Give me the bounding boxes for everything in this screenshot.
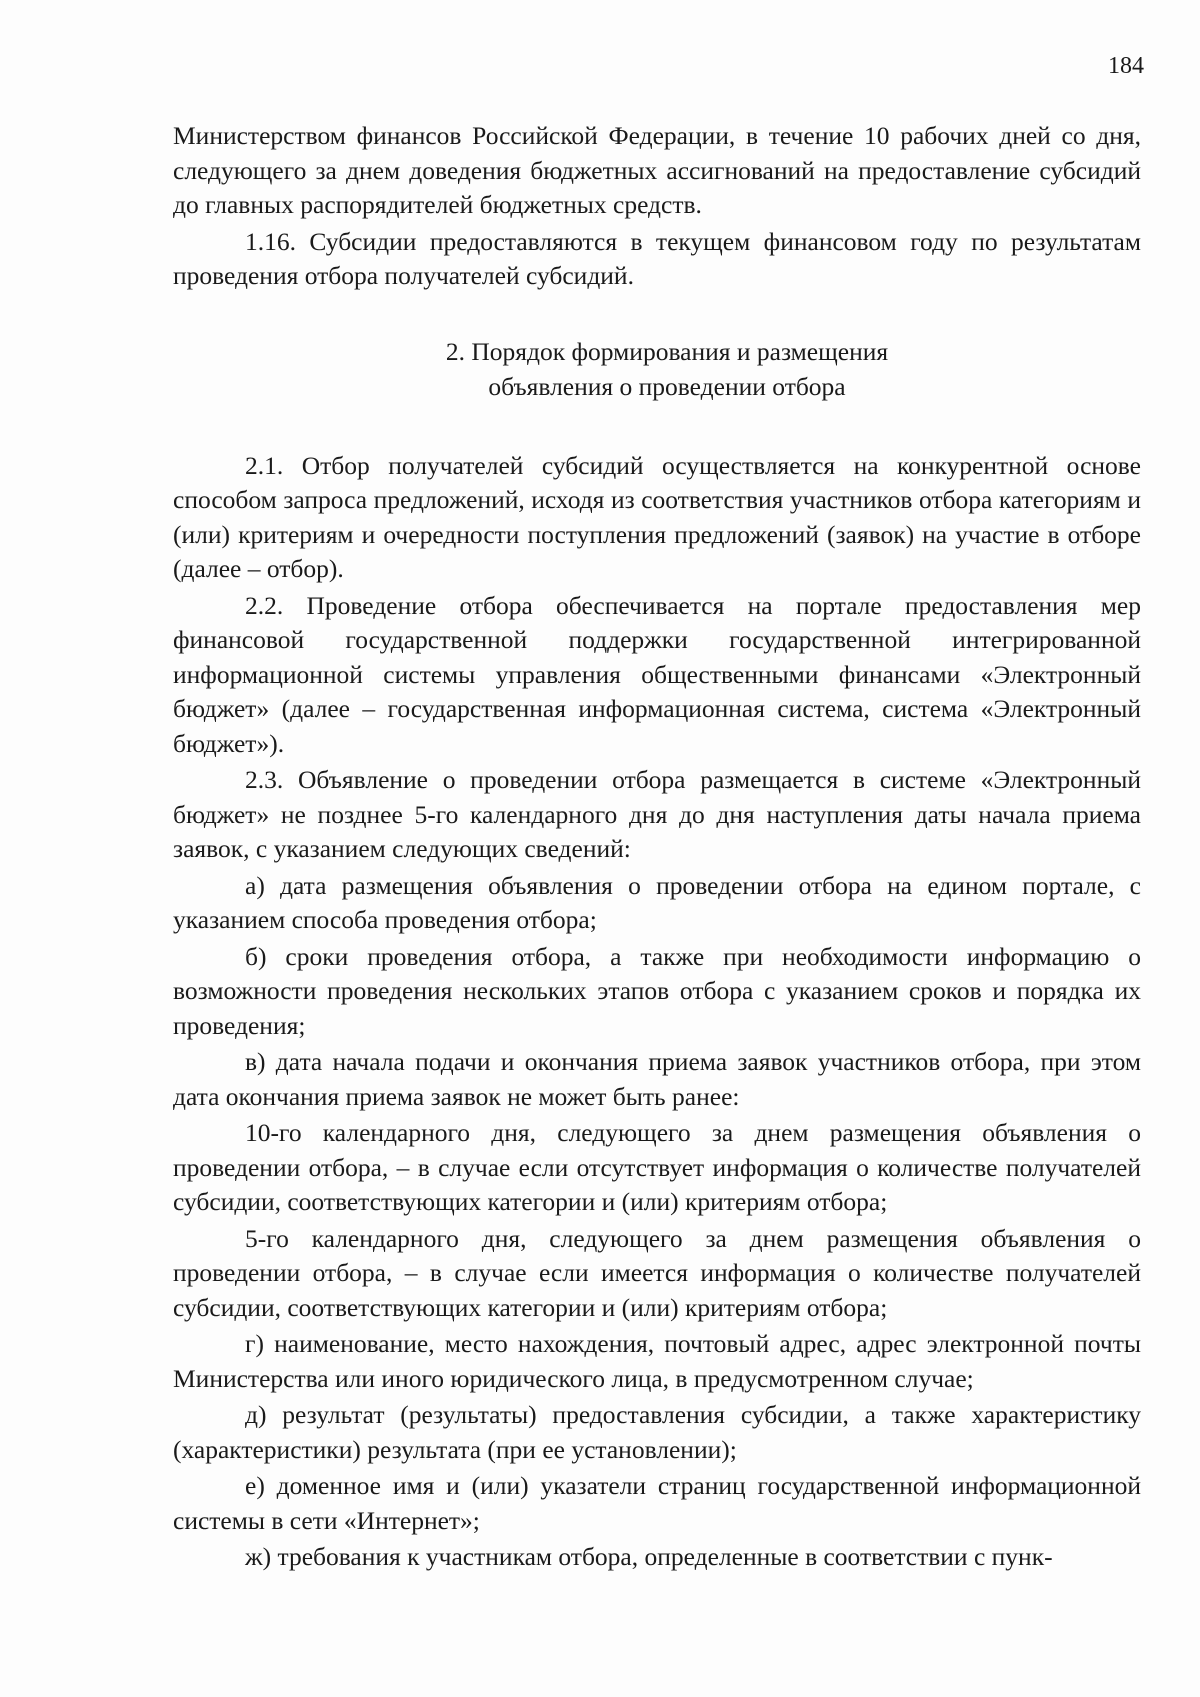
list-item-d: д) результат (результаты) предоставления субсидии, а также характеристику (характеристики) результата (при ее установлении); (173, 1400, 1141, 1464)
list-item-g: г) наименование, место нахождения, почтовый адрес, адрес электронной почты Министерства или иного юридического лица, в предусмотренном случае; (173, 1329, 1141, 1393)
list-item-b: б) сроки проведения отбора, а также при необходимости информацию о возможности проведения нескольких этапов отбора с указанием сроков и порядка их проведения; (173, 941, 1141, 1040)
list-item-e: е) доменное имя и (или) указатели страниц государственной информационной системы в сети «Интернет»; (173, 1471, 1141, 1535)
section-heading-line-1: 2. Порядок формирования и размещения (445, 336, 889, 366)
document-body (173, 119, 1141, 1577)
paragraph-2-1: 2.1. Отбор получателей субсидий осуществляется на конкурентной основе способом запроса предложений, исходя из соответствия участников отбора категориям и (или) критериям и очередности поступления предложений (заявок) на участие в отборе (далее – отбор). (173, 450, 1141, 583)
paragraph-1-16: 1.16. Субсидии предоставляются в текущем финансовом году по результатам проведения отбора получателей субсидий. (173, 226, 1141, 290)
list-item-v: в) дата начала подачи и окончания приема заявок участников отбора, при этом дата окончания приема заявок не может быть ранее: (173, 1047, 1141, 1111)
sub-item-10-day: 10-го календарного дня, следующего за днем размещения объявления о проведении отбора, – в случае если отсутствует информация о количестве получателей субсидии, соответствующих категории и (или) критериям отбора; (173, 1118, 1141, 1216)
section-heading (173, 334, 1141, 404)
list-item-zh: ж) требования к участникам отбора, определенные в соответствии с пунк- (245, 1542, 1053, 1571)
sub-item-5-day: 5-го календарного дня, следующего за днем размещения объявления о проведении отбора, – в случае если имеется информация о количестве получателей субсидии, соответствующих категории и (или) критериям отбора; (173, 1223, 1141, 1322)
section-heading-line-2: объявления о проведении отбора (488, 371, 846, 401)
page-number: 184 (1108, 53, 1144, 79)
paragraph-continuation: Министерством финансов Российской Федерации, в течение 10 рабочих дней со дня, следующего за днем доведения бюджетных ассигнований на предоставление субсидий до главных распорядителей бюджетных средств. (173, 121, 1141, 219)
list-item-a: а) дата размещения объявления о проведении отбора на едином портале, с указанием способа проведения отбора; (173, 870, 1141, 934)
paragraph-2-2: 2.2. Проведение отбора обеспечивается на портале предоставления мер финансовой государственной поддержки государственной интегрированной информационной системы управления общественными финансами «Электронный бюджет» (далее – государственная информационная система, система «Электронный бюджет»). (173, 590, 1141, 758)
paragraph-2-3: 2.3. Объявление о проведении отбора размещается в системе «Электронный бюджет» не позднее 5-го календарного дня до дня наступления даты начала приема заявок, с указанием следующих сведений: (173, 765, 1141, 863)
